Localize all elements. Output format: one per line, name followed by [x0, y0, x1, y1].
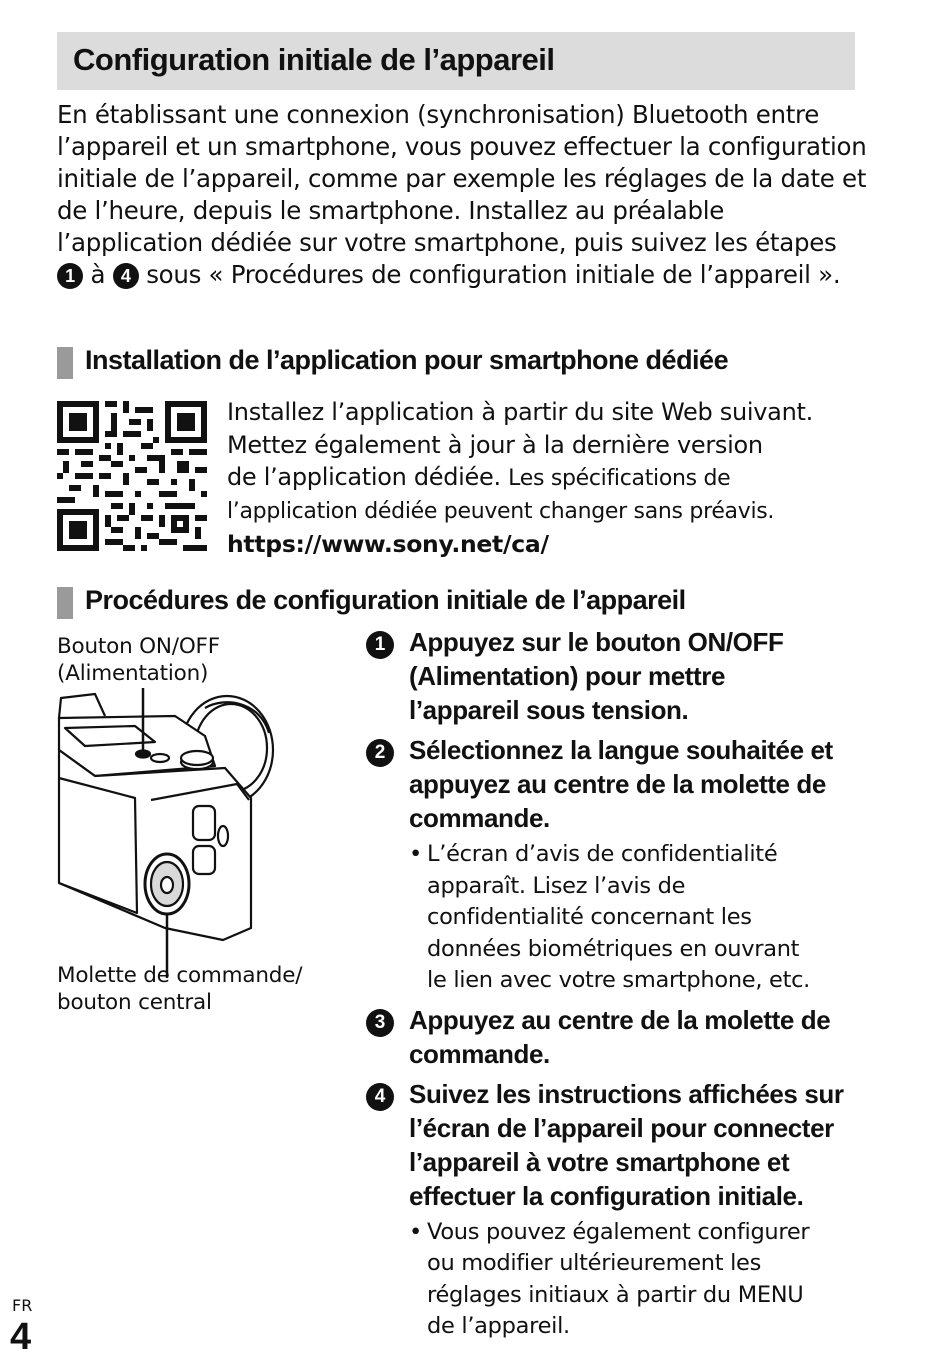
app-line: Installez l’application à partir du site Web suivant.	[227, 398, 813, 426]
setup-steps-list	[363, 625, 883, 1349]
download-url-link[interactable]: https://www.sony.net/ca/	[227, 530, 549, 558]
callout-line: bouton central	[57, 990, 212, 1015]
step-number-badge: 2	[366, 739, 394, 767]
app-install-text	[227, 396, 867, 561]
note-line: confidentialité concernant les	[427, 904, 752, 930]
step-line: (Alimentation) pour mettre	[409, 661, 726, 691]
step-number-badge: 4	[366, 1083, 394, 1111]
step-number-badge: 3	[366, 1009, 394, 1037]
callout-line: Molette de commande/	[57, 963, 303, 988]
note-line: • L’écran d’avis de confidentialité	[427, 841, 778, 867]
callout-line: Bouton ON/OFF	[57, 634, 220, 659]
note-line: données biométriques en ouvrant	[427, 935, 800, 962]
note-line: apparaît. Lisez l’avis de	[427, 872, 686, 899]
step-line: effectuer la configuration initiale.	[409, 1180, 804, 1211]
section-app-heading	[57, 345, 917, 379]
intro-text-before: En établissant une connexion (synchronisation) Bluetooth entre l’appareil et un smartphone, vous pouvez effectuer la configuration initiale de l’appareil, comme par exemple les réglages de la date et de l’heure, depuis le smartphone. Installez au préalable l’application dédiée sur votre smartphone, puis suivez les étapes	[57, 100, 867, 257]
spec-note: Les spécifications de	[508, 466, 731, 491]
step-number-badge: 1	[366, 631, 394, 659]
step-line: Appuyez sur le bouton ON/OFF	[409, 627, 784, 657]
step-line: appuyez au centre de la molette de	[409, 769, 826, 799]
setup-step	[363, 1077, 883, 1343]
step-note	[409, 1217, 883, 1343]
app-line-start: de l’application dédiée.	[227, 463, 501, 491]
setup-step	[363, 1003, 883, 1071]
step-line: Suivez les instructions affichées sur	[409, 1078, 844, 1109]
section-app-title: Installation de l’application pour smartphone dédiée	[85, 345, 729, 375]
spec-note-continued: l’application dédiée peuvent changer sans préavis.	[227, 498, 775, 524]
step-line: l’appareil à votre smartphone et	[409, 1146, 790, 1177]
page-title-bar	[57, 32, 855, 90]
step-line: commande.	[409, 803, 550, 833]
intro-text-between: à	[90, 260, 106, 289]
step-line: commande.	[409, 1038, 550, 1069]
callout-line: (Alimentation)	[57, 661, 209, 686]
note-line: le lien avec votre smartphone, etc.	[427, 967, 811, 993]
section-setup-heading	[57, 585, 917, 619]
note-line: • Vous pouvez également configurer	[427, 1218, 810, 1245]
section-marker	[57, 587, 73, 619]
section-setup-title: Procédures de configuration initiale de l’appareil	[85, 585, 686, 615]
control-wheel-callout	[57, 962, 302, 1016]
page-number: 4	[10, 1316, 32, 1358]
step-ref-start: 1	[57, 263, 83, 289]
section-marker	[57, 347, 73, 379]
camera-illustration	[55, 688, 295, 978]
power-button-callout	[57, 633, 220, 687]
step-line: Appuyez au centre de la molette de	[409, 1004, 831, 1035]
step-line: l’écran de l’appareil pour connecter	[409, 1112, 834, 1143]
qr-code-icon	[57, 401, 207, 551]
app-line: Mettez également à jour à la dernière version	[227, 430, 763, 459]
step-ref-end: 4	[113, 263, 139, 289]
step-note	[409, 839, 883, 997]
note-line: réglages initiaux à partir du MENU	[427, 1281, 804, 1308]
note-line: ou modifier ultérieurement les	[427, 1250, 762, 1276]
intro-text-after: sous « Procédures de configuration initiale de l’appareil ».	[146, 260, 841, 289]
setup-step	[363, 733, 883, 997]
page-language-code: FR	[12, 1296, 33, 1315]
page-title: Configuration initiale de l’appareil	[73, 42, 555, 77]
step-line: Sélectionnez la langue souhaitée et	[409, 735, 833, 765]
note-line: de l’appareil.	[427, 1313, 570, 1339]
step-line: l’appareil sous tension.	[409, 695, 689, 725]
app-line	[227, 461, 867, 496]
setup-step	[363, 625, 883, 727]
intro-paragraph	[57, 99, 867, 291]
